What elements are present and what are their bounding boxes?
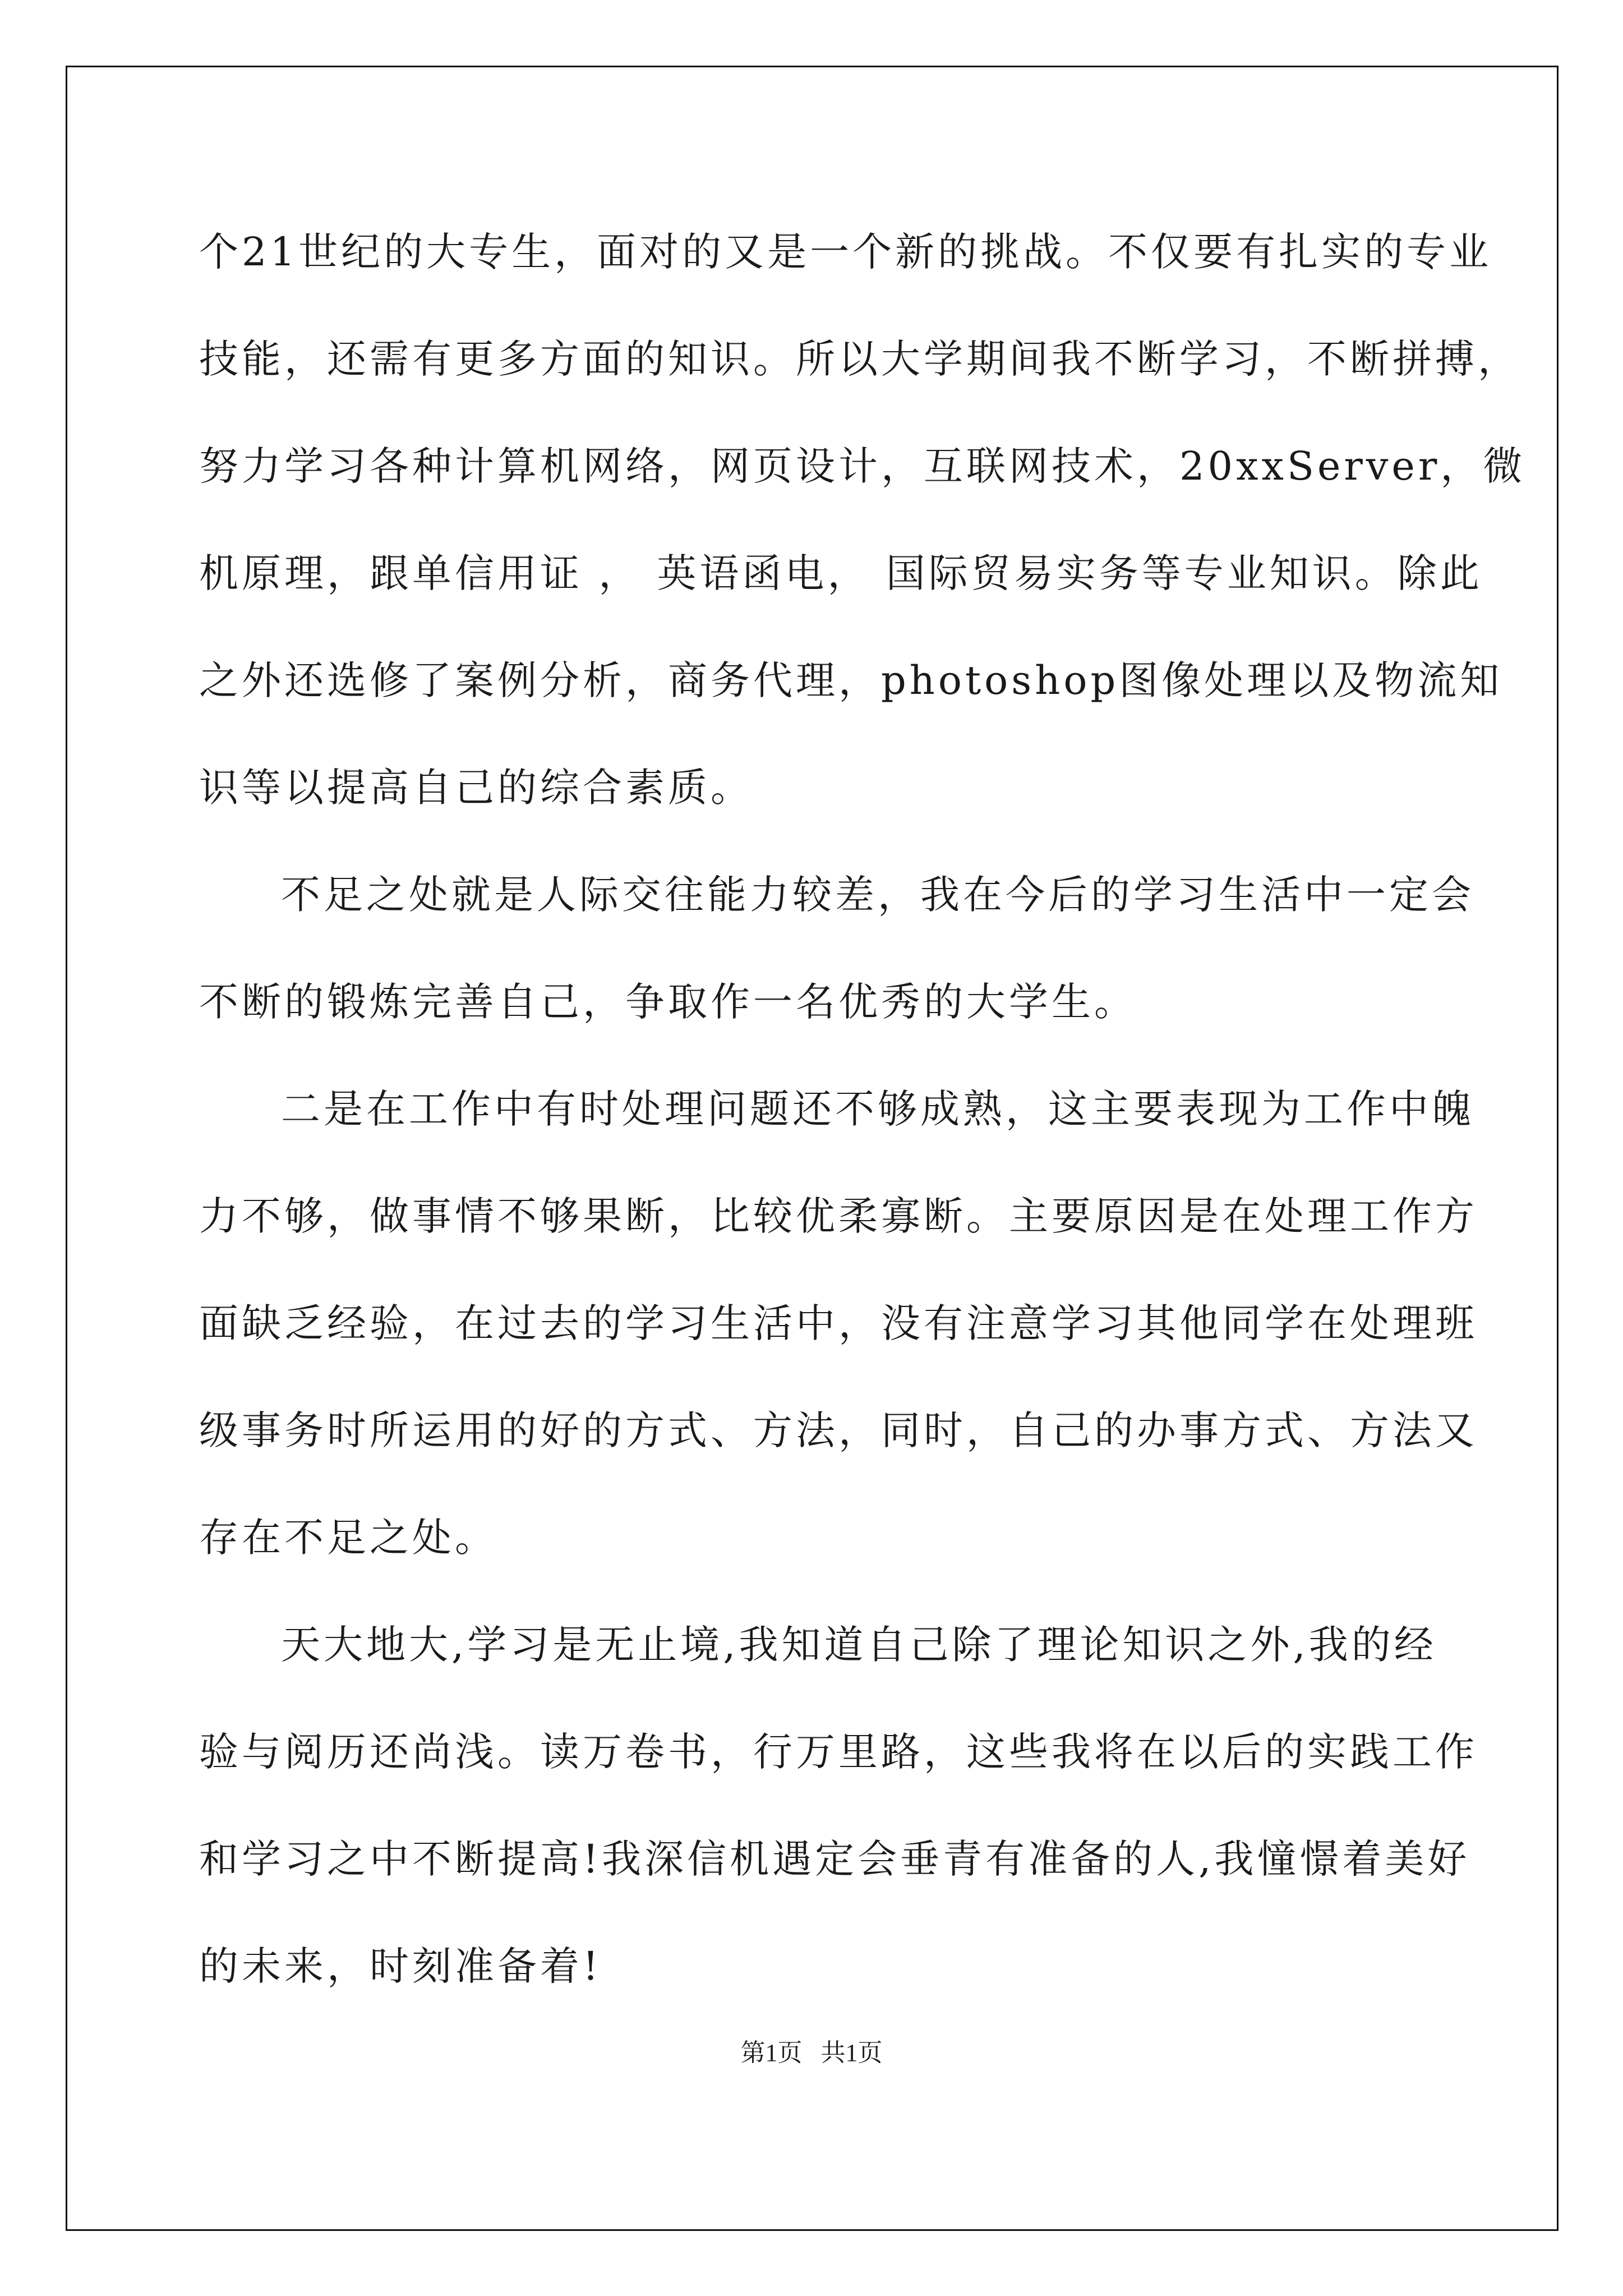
text-line: 和学习之中不断提高!我深信机遇定会垂青有准备的人,我憧憬着美好: [199, 1836, 1470, 1882]
text-line: 力不够，做事情不够果断，比较优柔寡断。主要原因是在处理工作方: [199, 1193, 1478, 1239]
text-line: 二是在工作中有时处理问题还不够成熟，这主要表现为工作中魄: [281, 1086, 1474, 1132]
text-line: 技能，还需有更多方面的知识。所以大学期间我不断学习，不断拼搏，: [199, 336, 1520, 382]
text-line: 存在不足之处。: [199, 1515, 497, 1561]
text-line: 天大地大,学习是无止境,我知道自己除了理论知识之外,我的经: [281, 1622, 1437, 1668]
page-number-footer: 第1页 共1页: [740, 2039, 883, 2067]
text-line: 机原理，跟单信用证 ， 英语函电， 国际贸易实务等专业知识。除此: [199, 550, 1483, 596]
text-line: 验与阅历还尚浅。读万卷书，行万里路，这些我将在以后的实践工作: [199, 1729, 1478, 1775]
text-line: 不足之处就是人际交往能力较差，我在今后的学习生活中一定会: [281, 872, 1474, 918]
text-line: 努力学习各种计算机网络，网页设计，互联网技术，20xxServer，微: [199, 443, 1526, 489]
text-line: 级事务时所运用的好的方式、方法，同时，自己的办事方式、方法又: [199, 1407, 1478, 1453]
text-line: 不断的锻炼完善自己，争取作一名优秀的大学生。: [199, 979, 1137, 1025]
text-line: 识等以提高自己的综合素质。: [199, 765, 753, 811]
text-line: 之外还选修了案例分析，商务代理，photoshop图像处理以及物流知: [199, 657, 1503, 703]
text-line: 个21世纪的大专生，面对的又是一个新的挑战。不仅要有扎实的专业: [199, 229, 1492, 275]
text-line: 的未来，时刻准备着!: [199, 1943, 602, 1989]
text-line: 面缺乏经验，在过去的学习生活中，没有注意学习其他同学在处理班: [199, 1300, 1478, 1346]
